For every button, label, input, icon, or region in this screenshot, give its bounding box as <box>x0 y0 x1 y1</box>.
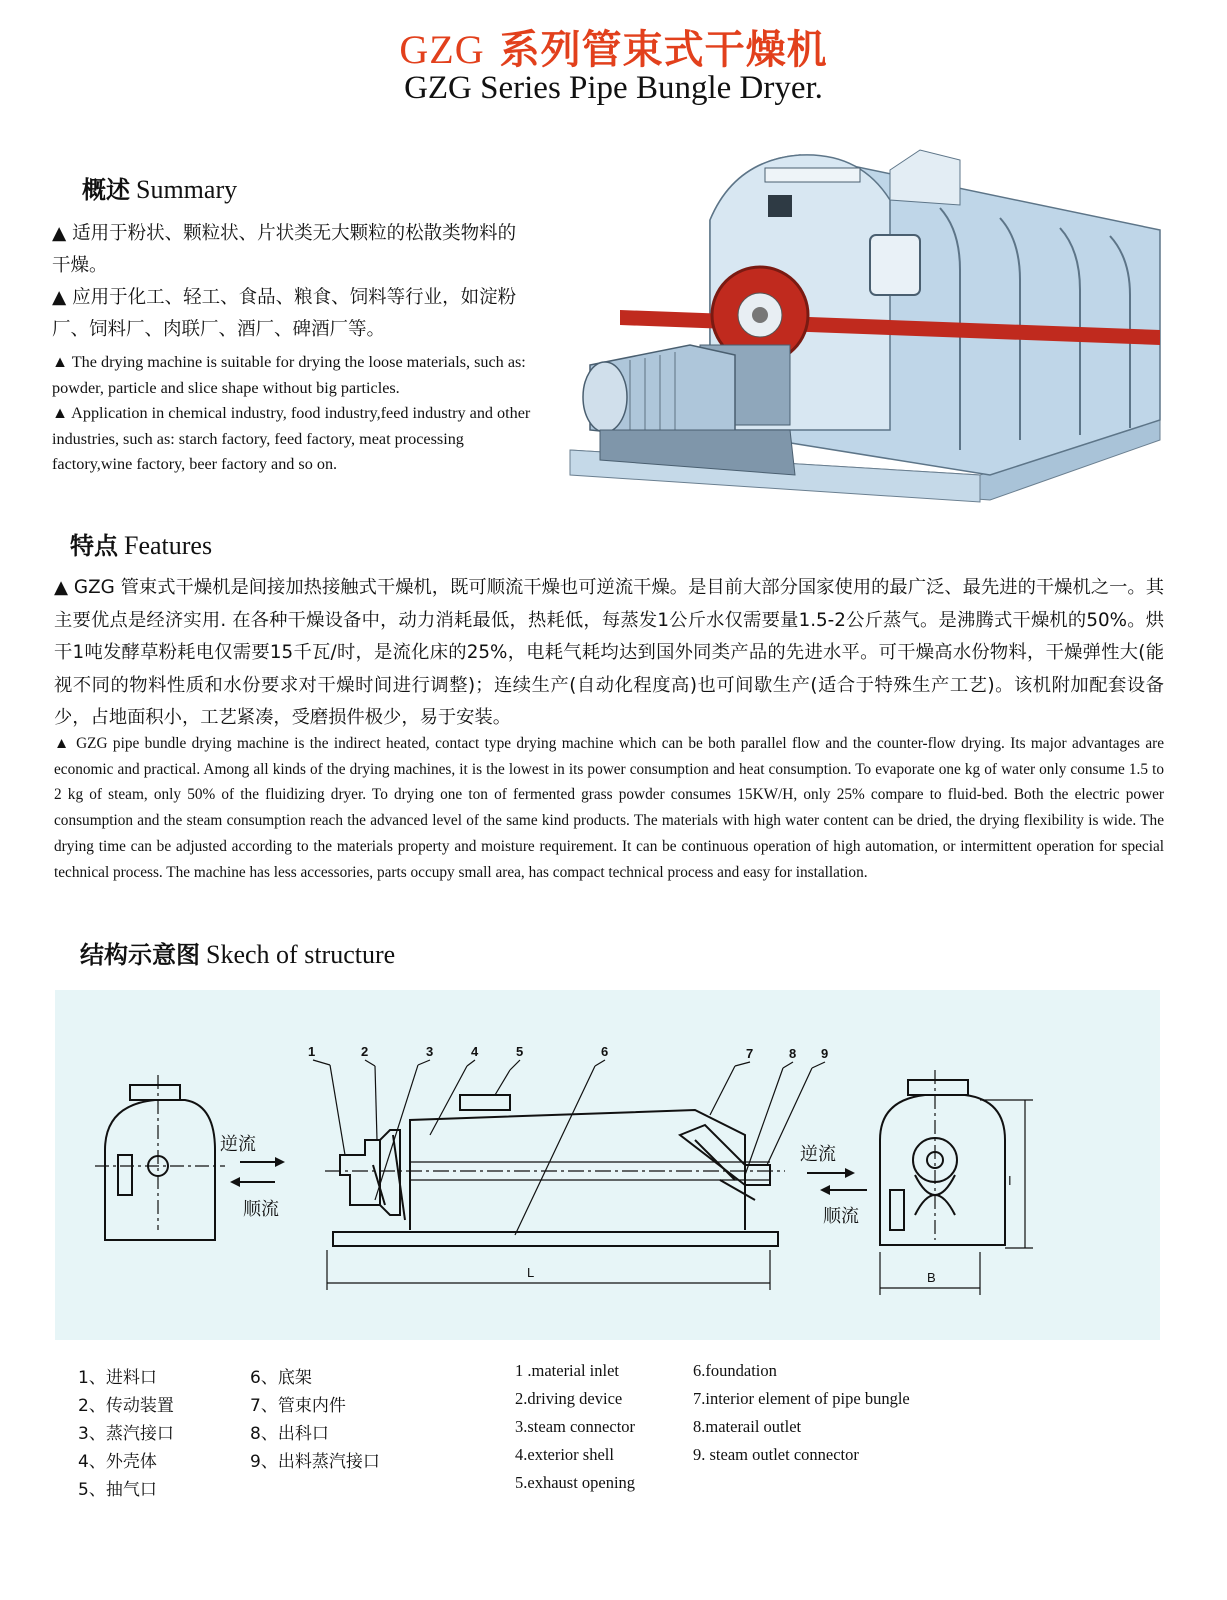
flow-parallel-right: 顺流 <box>823 1206 859 1226</box>
legend-item: 6、底架 <box>250 1368 312 1388</box>
page-title-en: GZG Series Pipe Bungle Dryer. <box>404 70 823 106</box>
legend-item: 3.steam connector <box>515 1417 636 1436</box>
dimension-height-label: I <box>1008 1173 1012 1188</box>
summary-cn-item: ▲ 适用于粉状、颗粒状、片状类无大颗粒的松散类物料的干燥。 <box>52 223 517 276</box>
flow-counter-left: 逆流 <box>220 1134 256 1154</box>
legend-item: 4、外壳体 <box>78 1452 157 1472</box>
dimension-width-label: B <box>927 1270 936 1285</box>
legend-en-col1 <box>515 1357 635 1497</box>
legend-item: 3、蒸汽接口 <box>78 1424 174 1444</box>
features-en-block <box>54 731 1164 885</box>
summary-en-block <box>52 350 537 478</box>
structure-diagram <box>55 990 1160 1340</box>
legend-item: 7、管束内件 <box>250 1396 346 1416</box>
summary-heading-en: Summary <box>136 175 238 204</box>
structure-diagram-svg <box>55 990 1160 1340</box>
structure-heading-cn: 结构示意图 <box>80 941 200 969</box>
summary-heading <box>82 170 237 205</box>
diagram-label: 5 <box>516 1044 524 1059</box>
diagram-label: 9 <box>821 1046 829 1061</box>
legend-cn-col2 <box>250 1364 380 1476</box>
legend-item: 9. steam outlet connector <box>693 1445 859 1464</box>
legend-item: 9、出料蒸汽接口 <box>250 1452 380 1472</box>
dimension-length-label: L <box>527 1265 535 1280</box>
legend-item: 8.materail outlet <box>693 1417 802 1436</box>
summary-heading-cn: 概述 <box>82 176 130 204</box>
dryer-machine-illustration <box>560 130 1180 520</box>
legend-en-col2 <box>693 1357 910 1469</box>
features-cn-block <box>54 572 1164 735</box>
structure-heading-en: Skech of structure <box>206 940 396 969</box>
flow-counter-right: 逆流 <box>800 1144 836 1164</box>
summary-en-item: ▲ The drying machine is suitable for drying the loose materials, such as: powder, particle and slice shape without big particles. <box>52 353 526 397</box>
diagram-label: 2 <box>361 1044 369 1059</box>
features-heading <box>70 526 212 561</box>
legend-cn-col1 <box>78 1364 174 1504</box>
flow-parallel-left: 顺流 <box>243 1199 279 1219</box>
legend-item: 2.driving device <box>515 1389 623 1408</box>
diagram-label: 3 <box>426 1044 434 1059</box>
legend-item: 1 .material inlet <box>515 1361 620 1380</box>
legend-item: 8、出科口 <box>250 1424 329 1444</box>
legend-item: 5、抽气口 <box>78 1480 157 1500</box>
features-heading-cn: 特点 <box>70 532 118 560</box>
title-chinese: 系列管束式干燥机 <box>484 27 828 73</box>
diagram-label: 8 <box>789 1046 797 1061</box>
structure-heading <box>80 935 395 970</box>
features-cn-text: ▲ GZG 管束式干燥机是间接加热接触式干燥机，既可顺流干燥也可逆流干燥。是目前大部分国家使用的最广泛、最先进的干燥机之一。其主要优点是经济实用. 在各种干燥设备中，动力消耗最低，热耗低，每蒸发1公斤水仅需要量1.5-2公斤蒸气。是沸腾式干燥机的50%。烘干1吨发酵草粉耗电仅需要15千瓦/时，是流化床的25%，电耗气耗均达到国外同类产品的先进水平。可干燥高水份物料，干燥弹性大(能视不同的物料性质和水份要求对干燥时间进行调整)；连续生产(自动化程度高)也可间歇生产(适合于特殊生产工艺)。该机附加配套设备少，占地面积小，工艺紧凑，受磨损件极少，易于安装。 <box>54 577 1164 728</box>
summary-cn-block <box>52 218 532 346</box>
diagram-label: 4 <box>471 1044 479 1059</box>
legend-item: 2、传动装置 <box>78 1396 174 1416</box>
features-heading-en: Features <box>124 531 213 560</box>
legend-item: 7.interior element of pipe bungle <box>693 1389 910 1408</box>
diagram-label: 7 <box>746 1046 754 1061</box>
legend-item: 4.exterior shell <box>515 1445 614 1464</box>
features-en-text: ▲ GZG pipe bundle drying machine is the indirect heated, contact type drying machine which can be both parallel flow and the counter-flow drying. Its major advantages are economic and practical. Among all kinds of the drying machines, it is the lowest in its power consumption and heat consumption. To evaporate one kg of water only consume 1.5 to 2 kg of steam, only 50% of the fluidizing dryer. To drying one ton of fermented grass powder consumes 15KW/H, only 25% compare to fluid-bed. Both the electric power consumption and the steam consumption reach the advanced level of the same kind products. The materials with high water content can be dried, the drying flexibility is wide. The drying time can be adjusted according to the materials property and moisture requirement. It can be continuous operation of high automation, or intermittent operation for special technical process. The machine has less accessories, parts occupy small area, has compact technical process and easy for installation. <box>54 735 1164 881</box>
summary-cn-item: ▲ 应用于化工、轻工、食品、粮食、饲料等行业，如淀粉厂、饲料厂、肉联厂、酒厂、碑酒厂等。 <box>52 287 517 340</box>
title-latin: GZG <box>399 27 485 72</box>
diagram-label: 1 <box>308 1044 316 1059</box>
diagram-label: 6 <box>601 1044 609 1059</box>
summary-en-item: ▲ Application in chemical industry, food industry,feed industry and other industries, such as: starch factory, feed factory, meat processing factory,wine factory, beer factory and so on. <box>52 404 531 473</box>
legend-item: 1、进料口 <box>78 1368 157 1388</box>
legend-item: 5.exhaust opening <box>515 1473 636 1492</box>
legend-item: 6.foundation <box>693 1361 777 1380</box>
page-title-cn <box>0 18 1227 75</box>
